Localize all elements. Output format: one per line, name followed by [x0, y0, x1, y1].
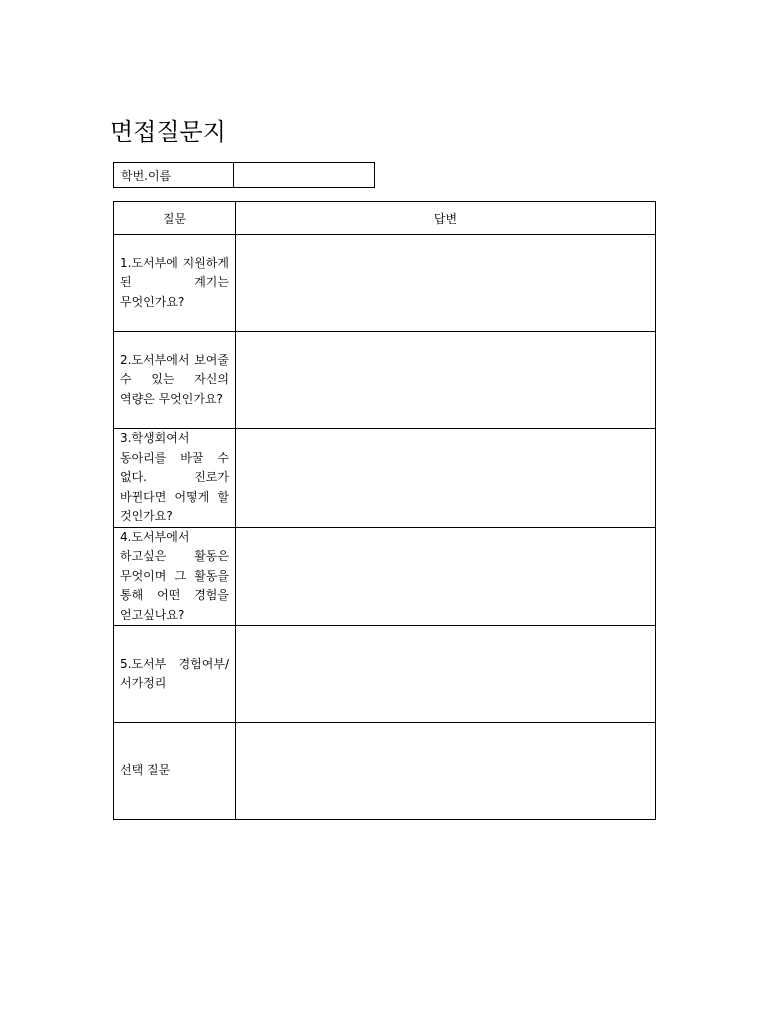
question-cell-1: 1.도서부에 지원하게 된 계기는 무엇인가요?	[114, 235, 236, 332]
interview-question-table	[113, 201, 656, 820]
table-row	[114, 429, 656, 528]
student-info-table	[113, 162, 375, 188]
table-row	[114, 626, 656, 723]
table-row	[114, 332, 656, 429]
answer-cell-1[interactable]	[236, 235, 656, 332]
answer-cell-5[interactable]	[236, 626, 656, 723]
question-column-header: 질문	[114, 202, 236, 235]
answer-cell-4[interactable]	[236, 527, 656, 626]
table-row	[114, 723, 656, 820]
question-cell-4: 4.도서부에서 하고싶은 활동은 무엇이며 그 활동을 통해 어떤 경험을 얻고싶나요?	[114, 527, 236, 626]
question-cell-5: 5.도서부 경험여부/서가정리	[114, 626, 236, 723]
answer-cell-optional[interactable]	[236, 723, 656, 820]
student-id-name-field[interactable]	[234, 163, 375, 188]
answer-cell-3[interactable]	[236, 429, 656, 528]
table-row	[114, 235, 656, 332]
answer-cell-2[interactable]	[236, 332, 656, 429]
table-row	[114, 527, 656, 626]
page-title: 면접질문지	[110, 118, 226, 146]
question-cell-optional: 선택 질문	[114, 723, 236, 820]
answer-column-header: 답변	[236, 202, 656, 235]
question-cell-2: 2.도서부에서 보여줄 수 있는 자신의 역량은 무엇인가요?	[114, 332, 236, 429]
table-header-row	[114, 202, 656, 235]
student-id-name-label: 학번.이름	[114, 163, 234, 188]
question-cell-3: 3.학생회여서 동아리를 바꿀 수 없다. 진로가 바뀐다면 어떻게 할 것인가요?	[114, 429, 236, 528]
student-info-row	[114, 163, 375, 188]
